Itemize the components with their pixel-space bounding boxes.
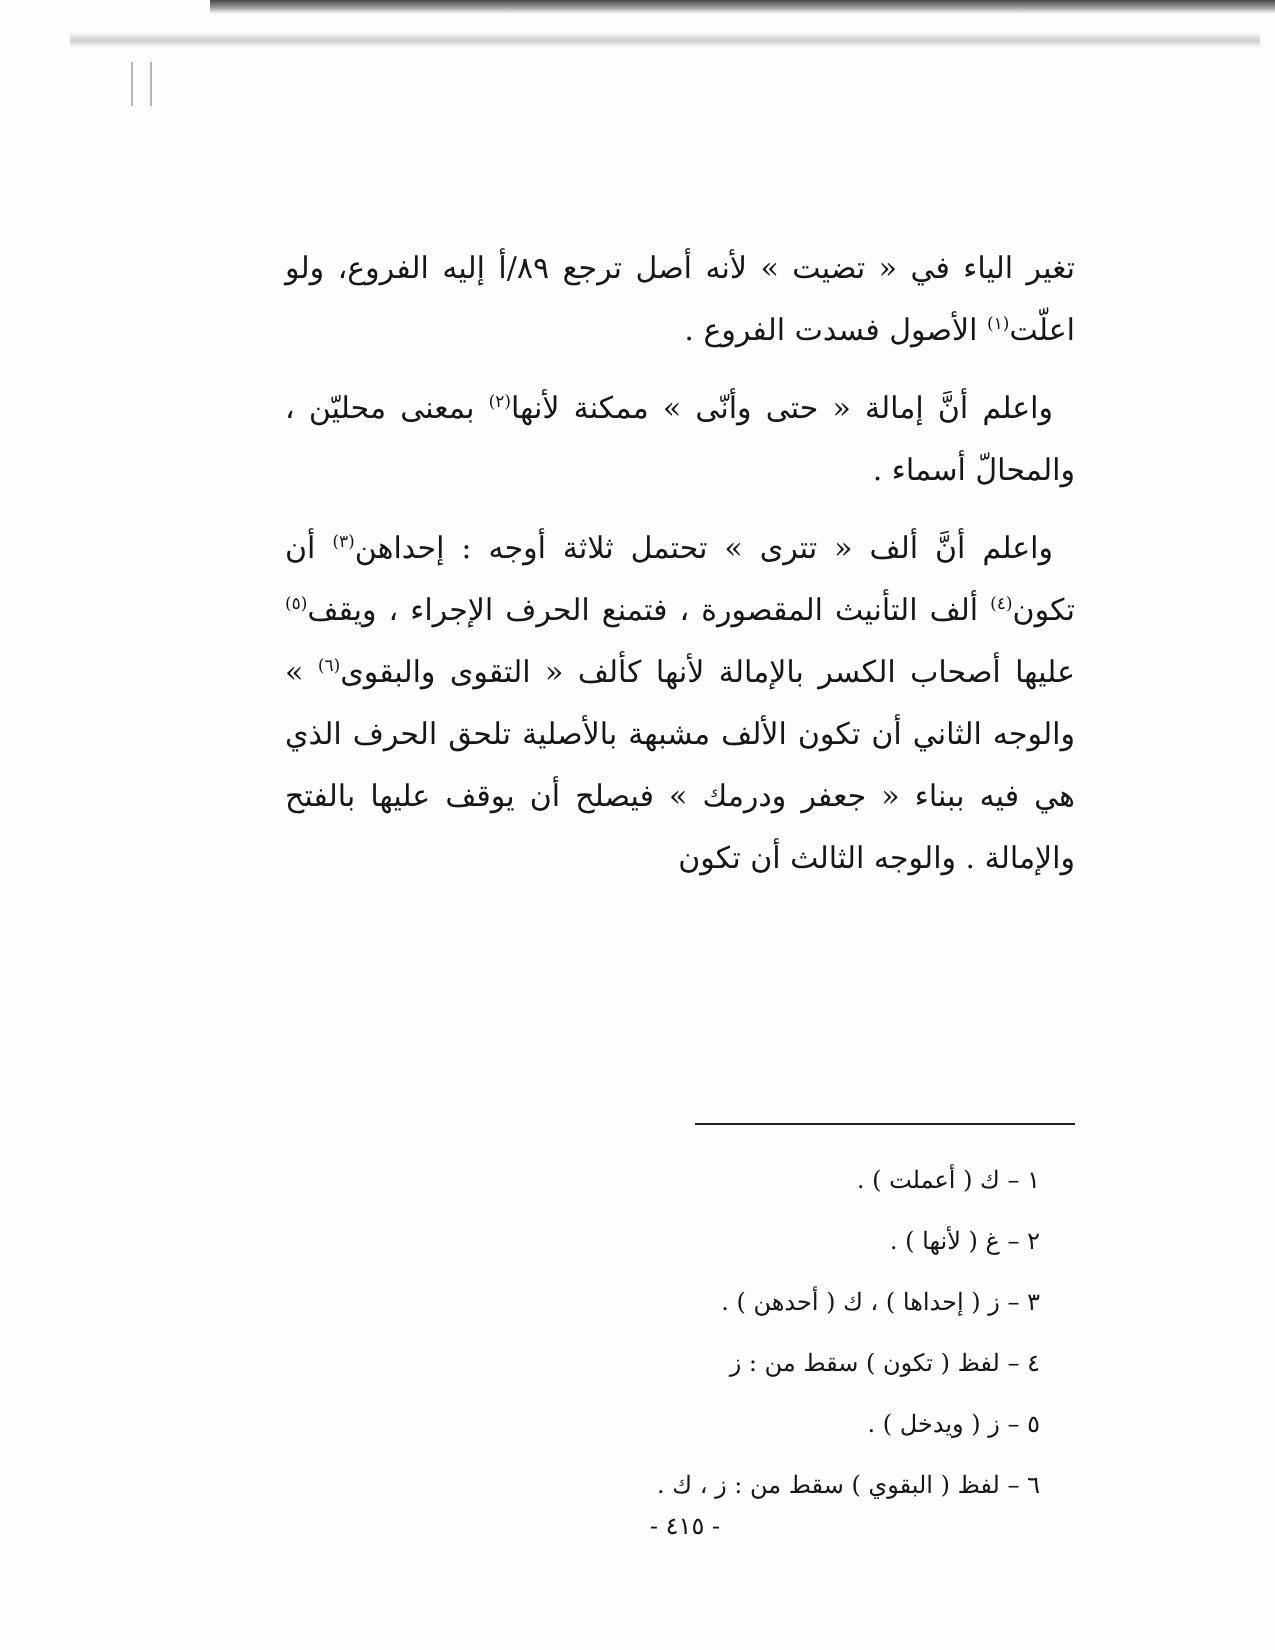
- text-segment: تغير الياء في « تضيت » لأنه أصل ترجع ٨٩/أ إليه الفروع، ولو اعلّت: [285, 251, 1075, 348]
- footnote-marker: (٢): [488, 392, 512, 412]
- footnote-text: ز ( ويدخل ) .: [867, 1410, 1000, 1438]
- main-text: [285, 238, 1075, 890]
- paragraph: [285, 518, 1075, 890]
- scan-mark: [150, 62, 152, 106]
- footnotes-list: [560, 1150, 1040, 1516]
- footnote-number: ٤: [1027, 1349, 1040, 1377]
- scan-mark: [131, 62, 133, 106]
- footnote-marker: (٦): [317, 656, 341, 676]
- footnote-number: ٥: [1027, 1410, 1040, 1438]
- footnote-text: ز ( إحداها ) ، ك ( أحدهن ) .: [721, 1288, 1000, 1316]
- footnote-number: ١: [1027, 1166, 1040, 1194]
- footnote-separator: [695, 1123, 1075, 1125]
- footnote-marker: (٥): [285, 594, 308, 614]
- footnote-item: ٤ – لفظ ( تكون ) سقط من : ز: [560, 1333, 1040, 1394]
- text-segment: أن تكون: [285, 531, 1075, 628]
- text-segment: » والوجه الثاني أن تكون الألف مشبهة بالأصلية تلحق الحرف الذي هي فيه ببناء « جعفر ودرمك » فيصلح أن يوقف عليها بالفتح والإمالة . والوجه الثالث أن تكون: [285, 655, 1076, 876]
- scan-edge-shadow: [210, 0, 1275, 14]
- footnote-item: ٢ – غ ( لأنها ) .: [560, 1211, 1040, 1272]
- text-segment: الأصول فسدت الفروع .: [684, 313, 987, 348]
- footnote-item: ٥ – ز ( ويدخل ) .: [560, 1394, 1040, 1455]
- footnote-text: غ ( لأنها ) .: [889, 1227, 1000, 1255]
- scan-edge-shadow-faint: [70, 32, 1260, 48]
- text-segment: واعلم أنَّ إمالة « حتى وأنّى » ممكنة لأنها: [511, 391, 1053, 426]
- footnote-item: ١ – ك ( أعملت ) .: [560, 1150, 1040, 1211]
- footnote-marker: (٤): [990, 594, 1013, 614]
- footnote-text: ك ( أعملت ) .: [856, 1166, 1000, 1194]
- text-segment: واعلم أنَّ ألف « تترى » تحتمل ثلاثة أوجه : إحداهن: [354, 531, 1053, 566]
- footnote-number: ٣: [1027, 1288, 1040, 1316]
- text-segment: بمعنى محليّن ، والمحالّ أسماء .: [285, 391, 1075, 488]
- paragraph: [285, 238, 1075, 362]
- footnote-text: لفظ ( تكون ) سقط من : ز: [729, 1349, 1000, 1377]
- footnote-number: ٦: [1027, 1471, 1040, 1499]
- footnote-text: لفظ ( البقوي ) سقط من : ز ، ك .: [657, 1471, 1000, 1499]
- footnote-item: ٣ – ز ( إحداها ) ، ك ( أحدهن ) .: [560, 1272, 1040, 1333]
- footnote-marker: (١): [986, 314, 1010, 334]
- page-number: - ٤١٥ -: [649, 1512, 721, 1540]
- text-segment: ألف التأنيث المقصورة ، فتمنع الحرف الإجراء ، ويقف: [307, 593, 991, 628]
- text-segment: عليها أصحاب الكسر بالإمالة لأنها كألف « التقوى والبقوى: [340, 655, 1075, 690]
- footnote-marker: (٣): [332, 532, 355, 552]
- footnote-item: ٦ – لفظ ( البقوي ) سقط من : ز ، ك .: [560, 1455, 1040, 1516]
- footnote-number: ٢: [1027, 1227, 1040, 1255]
- paragraph: [285, 378, 1075, 502]
